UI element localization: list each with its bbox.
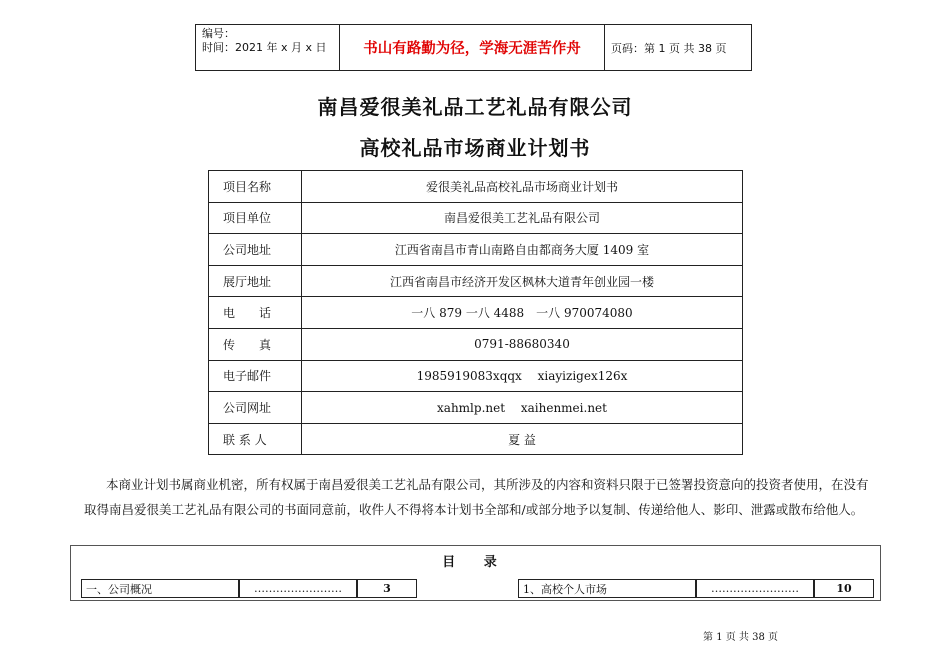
info-key: 公司网址 (209, 392, 302, 424)
company-title: 南昌爱很美礼品工艺礼品有限公司 (317, 95, 633, 119)
info-value: 爱很美礼品高校礼品市场商业计划书 (302, 171, 743, 203)
toc-entry-dots: …………………… (239, 579, 357, 598)
info-key: 电子邮件 (209, 360, 302, 392)
page-info: 页码：第 1 页 共 38 页 (611, 41, 727, 55)
info-key: 项目名称 (209, 171, 302, 203)
table-row (209, 171, 743, 203)
table-row (209, 423, 743, 455)
number-label: 编号： (202, 27, 235, 40)
info-key: 展厅地址 (209, 265, 302, 297)
table-row (209, 360, 743, 392)
info-key: 传 真 (209, 328, 302, 360)
toc-entry[interactable] (81, 579, 417, 598)
table-row (209, 265, 743, 297)
info-value: 0791-88680340 (302, 328, 743, 360)
toc-entry-title: 1、高校个人市场 (518, 579, 696, 598)
project-info-table (208, 170, 743, 455)
info-value: 南昌爱很美工艺礼品有限公司 (302, 202, 743, 234)
toc-heading: 目 录 (442, 554, 509, 570)
table-row (209, 202, 743, 234)
toc-entry-title: 一、公司概况 (81, 579, 239, 598)
table-row (209, 328, 743, 360)
toc-entry-page: 10 (814, 579, 874, 598)
motto: 书山有路勤为径，学海无涯苦作舟 (340, 25, 605, 70)
header-meta (196, 25, 340, 70)
info-key: 电 话 (209, 297, 302, 329)
info-value: 一八 879 一八 4488 一八 970074080 (302, 297, 743, 329)
toc-entry-page: 3 (357, 579, 417, 598)
time-label: 时间：2021 年 x 月 x 日 (202, 41, 327, 54)
info-value: 江西省南昌市经济开发区枫林大道青年创业园一楼 (302, 265, 743, 297)
info-value: 1985919083xqqx xiayizigex126x (302, 360, 743, 392)
toc-entry-dots: …………………… (696, 579, 814, 598)
header-table (195, 24, 752, 71)
toc-entry[interactable] (518, 579, 874, 598)
info-value: 江西省南昌市青山南路自由都商务大厦 1409 室 (302, 234, 743, 266)
info-value: xahmlp.net xaihenmei.net (302, 392, 743, 424)
confidentiality-paragraph: 本商业计划书属商业机密，所有权属于南昌爱很美工艺礼品有限公司，其所涉及的内容和资料只限于已签署投资意向的投资者使用，在没有取得南昌爱很美工艺礼品有限公司的书面同意前，收件人不得将本计划书全部和/或部分地予以复制、传递给他人、影印、泄露或散布给他人。 (84, 477, 869, 517)
info-value: 夏 益 (302, 423, 743, 455)
table-row (209, 392, 743, 424)
table-of-contents (70, 545, 881, 601)
table-row (209, 234, 743, 266)
page-footer: 第 1 页 共 38 页 (703, 632, 778, 643)
document-title: 高校礼品市场商业计划书 (359, 136, 591, 160)
table-row (209, 297, 743, 329)
info-key: 项目单位 (209, 202, 302, 234)
info-key: 公司地址 (209, 234, 302, 266)
info-key: 联 系 人 (209, 423, 302, 455)
